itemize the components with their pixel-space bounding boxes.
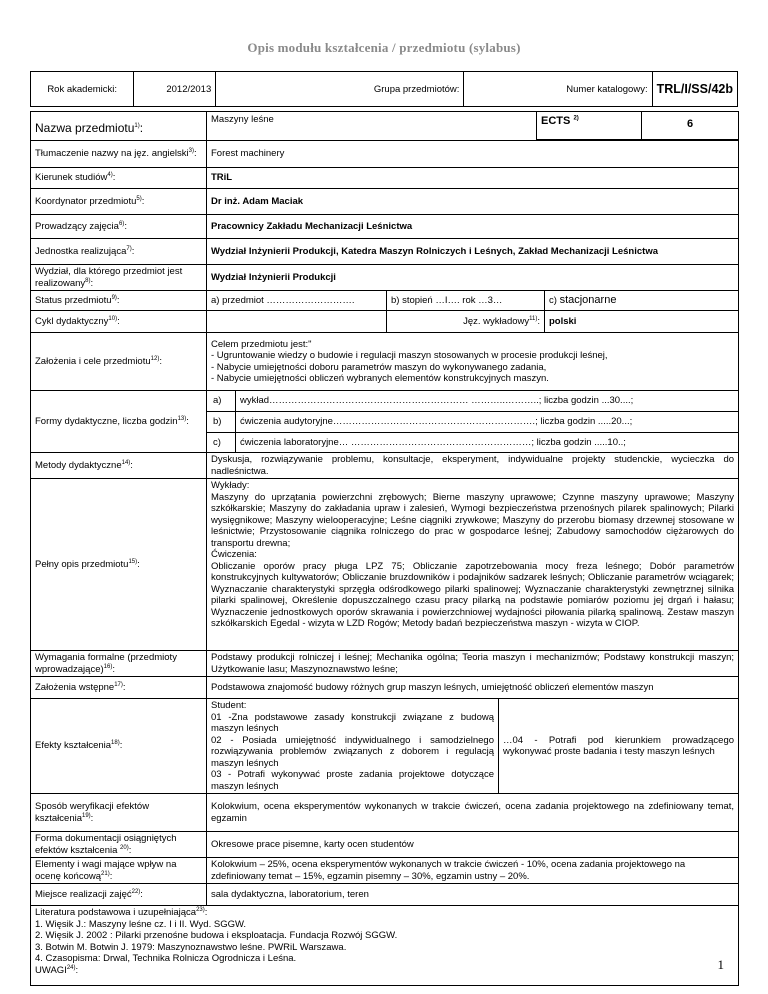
wymagania-value: Podstawy produkcji rolniczej i leśnej; Mechanika ogólna; Teoria maszyn i mechanizmów; Podstawy konstrukcji maszyn; Użytkowanie lasu; Maszynoznawstwo leśne; (207, 651, 739, 677)
literatura-item-2: 2. Więsik J. 2002 : Pilarki przenośne budowa i eksploatacja. Fundacja Rozwój SGGW. (35, 930, 398, 941)
nazwa-label: Nazwa przedmiotu (35, 120, 135, 135)
status-a: a) przedmiot ………………………. (207, 291, 387, 311)
tlumaczenie-label-cell: Tłumaczenie nazwy na jęz. angielski$^{3)}$: (31, 141, 207, 168)
uwagi-label: UWAGI$^{24)}$: (35, 964, 79, 976)
status-b: b) stopień …I…. rok …3… (387, 291, 545, 311)
formy-cell (207, 391, 739, 453)
nazwa-label-cell: Nazwa przedmiotu$^{1)}$: (31, 112, 207, 141)
ects-value: 6 (641, 112, 738, 140)
koordynator-label-cell: Koordynator przedmiotu$^{5)}$: (31, 189, 207, 215)
numer-label: Numer katalogowy: (464, 72, 652, 107)
rok-value: 2012/2013 (134, 72, 216, 107)
jez-value: polski (545, 311, 739, 333)
elementy-value: Kolokwium – 25%, ocena eksperymentów wykonanych w trakcie ćwiczeń - 10%, ocena zadania projektowego na zdefiniowany temat – 15%, egzamin pisemny – 30%, egzamin ustny – 20%. (207, 858, 739, 884)
literatura-item-1: 1. Więsik J.: Maszyny leśne cz. I i II. Wyd. SGGW. (35, 918, 247, 930)
formy-label-cell: Formy dydaktyczne, liczba godzin$^{13)}$: (31, 391, 207, 453)
formy-row-b: b) ćwiczenia audytoryjne……………………………………………………….; liczba godzin .....20...; (207, 412, 738, 433)
opis-label-cell: Pełny opis przedmiotu$^{15)}$: (31, 479, 207, 651)
nazwa-value: Maszyny leśne (211, 114, 274, 125)
forma-dok-value: Okresowe prace pisemne, karty ocen studentów (207, 832, 739, 858)
prowadzacy-label-cell: Prowadzący zajęcia$^{6)}$: (31, 215, 207, 239)
status-label-cell: Status przedmiotu$^{9)}$: (31, 291, 207, 311)
kierunek-label-cell: Kierunek studiów$^{4)}$: (31, 168, 207, 189)
metody-label-cell: Metody dydaktyczne$^{14)}$: (31, 453, 207, 479)
efekty-left: Student: 01 -Zna podstawowe zasady konstrukcji związane z budową maszyn leśnych 02 - Posiada umiejętność indywidualnego i samodzielnego rozwiązywania problemów związanych z doborem i regulacją maszyn leśnych 03 - Potrafi wykonywać proste zadania projektowe dotyczące maszyn leśnych (207, 699, 499, 794)
literatura-item-4: 4. Czasopisma: Drwal, Technika Rolnicza Ogrodnicza i Leśna. (35, 953, 297, 964)
miejsce-label-cell: Miejsce realizacji zajęć$^{22)}$: (31, 884, 207, 906)
status-c-cell: c) stacjonarne (545, 291, 739, 311)
status-c-value: stacjonarne (559, 293, 617, 306)
ects-label-cell: ECTS $^{2)}$ (536, 112, 641, 140)
miejsce-value: sala dydaktyczna, laboratorium, teren (207, 884, 739, 906)
sposob-label-cell: Sposób weryfikacji efektów kształcenia$^{19)}$: (31, 794, 207, 832)
elementy-label-cell: Elementy i wagi mające wpływ na ocenę końcową$^{21)}$: (31, 858, 207, 884)
cykl-value (207, 311, 387, 333)
efekty-label-cell: Efekty kształcenia$^{18)}$: (31, 699, 207, 794)
formy-row-c: c) ćwiczenia laboratoryjne… …………………………………………………; liczba godzin .....10..; (207, 433, 738, 452)
document-title: Opis modułu kształcenia / przedmiotu (sylabus) (247, 40, 521, 55)
cele-value: Celem przedmiotu jest:" - Ugruntowanie wiedzy o budowie i regulacji maszyn stosowanych w procesie produkcji leśnej, - Nabycie umiejętności doboru parametrów maszyn do wykonywanego zadania, - Nabycie umiejętności obliczeń wybranych elementów konstrukcyjnych maszyn. (207, 333, 739, 391)
sposob-value: Kolokwium, ocena eksperymentów wykonanych w trakcie ćwiczeń, ocena zadania projektowego na zdefiniowany temat, egzamin (207, 794, 739, 832)
opis-value: Wykłady: Maszyny do uprzątania powierzchni zrębowych; Bierne maszyny uprawowe; Czynne maszyny uprawowe; Maszyny szkółkarskie; Maszyny do zakładania upraw i zalesień, Wymogi bezpieczeństwa przenośnych pilarek spalinowych; Pilarki wysięgnikowe; Maszyny wielooperacyjne; Leśne ciągniki zrywkowe; Maszyny do przerobu biomasy drzewnej stosowane w leśnictwie; Przystosowanie ciągnika rolniczego do prac w gospodarce leśnej; Zabudowy samochodów ciężarowych do transportu drewna; Ćwiczenia: Obliczanie oporów pracy pługa LPZ 75; Obliczanie zapotrzebowania mocy freza leśnego; Dobór parametrów konstrukcyjnych kultywatorów; Obliczanie bruzdowników i podajników sadzarek leśnych; Obliczanie parametrów wciągarek; Wyznaczanie charakterystyki sprzęgła odśrodkowego pilarki spalinowej; Wyznaczanie charakterystyki zewnętrznej silnika pilarki spalinowej, Określenie dopuszczalnego czasu pracy pilarką na podstawie pomiarów poziomu jej drgań i hałasu; Wyznaczenie jednostkowych oporów skrawania i powierzchniowej wydajności piłowania pilarką spalinową. Zestaw maszyn szkółkarskich Egedal - wizyta w LZD Rogów; Metody badań bezpieczeństwa maszyn - wizyta w CIOP. (207, 479, 739, 651)
page-number: 1 (717, 957, 724, 972)
forma-dok-label-cell: Forma dokumentacji osiągniętych efektów kształcenia $^{20)}$: (31, 832, 207, 858)
kierunek-value: TRiL (207, 168, 739, 189)
cykl-label-cell: Cykl dydaktyczny$^{10)}$: (31, 311, 207, 333)
wymagania-label-cell: Wymagania formalne (przedmioty wprowadzające)$^{16)}$: (31, 651, 207, 677)
metody-value: Dyskusja, rozwiązywanie problemu, konsultacje, eksperyment, indywidualne projekty studenckie, wycieczka do nadleśnictwa. (207, 453, 739, 479)
formy-row-a: a) wykład……………………………………………………… ………..………..; liczba godzin ...30....; (207, 391, 738, 412)
numer-value: TRL/I/SS/42b (652, 72, 737, 107)
nazwa-value-cell (207, 112, 739, 141)
cele-label-cell: Założenia i cele przedmiotu$^{12)}$: (31, 333, 207, 391)
literatura-label: Literatura podstawowa i uzupełniająca$^{23)}$: (35, 906, 208, 918)
tlumaczenie-value: Forest machinery (207, 141, 739, 168)
wydzial-label-cell: Wydział, dla którego przedmiot jest realizowany$^{8)}$: (31, 265, 207, 291)
koordynator-value: Dr inż. Adam Maciak (207, 189, 739, 215)
jednostka-label-cell: Jednostka realizująca$^{7)}$: (31, 239, 207, 265)
literatura-item-3: 3. Botwin M. Botwin J. 1979: Maszynoznawstwo leśne. PWRiL Warszawa. (35, 941, 347, 953)
syllabus-table (30, 111, 739, 986)
prowadzacy-value: Pracownicy Zakładu Mechanizacji Leśnictwa (207, 215, 739, 239)
zalozenia-wst-value: Podstawowa znajomość budowy różnych grup maszyn leśnych, umiejętność obliczeń elementów maszyn (207, 677, 739, 699)
header-table (30, 71, 738, 107)
wydzial-value: Wydział Inżynierii Produkcji (207, 265, 739, 291)
zalozenia-wst-label-cell: Założenia wstępne$^{17)}$: (31, 677, 207, 699)
grupa-label: Grupa przedmiotów: (216, 72, 464, 107)
efekty-right: …04 - Potrafi pod kierunkiem prowadzącego wykonywać proste badania i testy maszyn leśnych (499, 699, 739, 794)
jednostka-value: Wydział Inżynierii Produkcji, Katedra Maszyn Rolniczych i Leśnych, Zakład Mechanizacji Leśnictwa (207, 239, 739, 265)
rok-label: Rok akademicki: (31, 72, 134, 107)
jez-label-cell: Jęz. wykładowy$^{11)}$: (387, 311, 545, 333)
literatura-cell (31, 906, 739, 986)
